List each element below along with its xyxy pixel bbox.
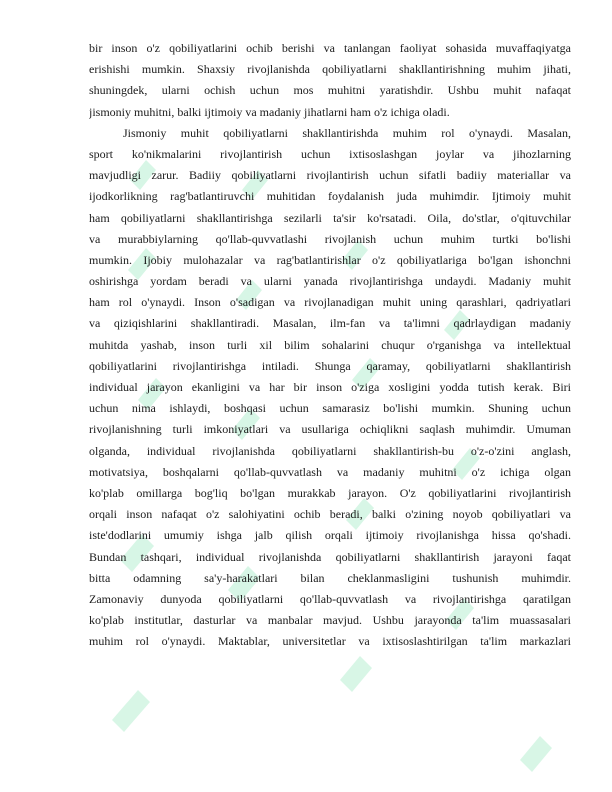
- text-line: individual jarayon ekanligini va har bir inson o'ziga xosligini yodda tutish kerak. Biri: [89, 380, 571, 394]
- text-line: ham rol o'ynaydi. Inson o'sadigan va rivojlanadigan muhit uning qarashlari, qadriyatlari: [89, 295, 571, 310]
- text-line: ham qobiliyatlarni shakllantirishga sezilarli ta'sir ko'rsatadi. Oila, do'stlar, o'qituvchilar: [89, 210, 571, 225]
- text-line: rivojlanishning turli imkoniyatlari va usullariga ochiqlikni saqlash muhimdir. Umuman: [89, 422, 571, 437]
- text-line: mavjudligi zarur. Badiiy qobiliyatlarni rivojlantirish uchun sifatli badiiy materiallar va: [89, 168, 571, 183]
- text-line: uchun nima ishlaydi, boshqasi uchun samarasiz bo'lishi mumkin. Shuning uchun: [89, 401, 571, 416]
- text-line: muhim rol o'ynaydi. Maktablar, universitetlar va ixtisoslashtirilgan ta'lim markazlari: [89, 634, 571, 649]
- text-line: ko'plab omillarga bog'liq bo'lgan murakkab jarayon. O'z qobiliyatlarini rivojlantirish: [89, 485, 571, 500]
- text-line: muhitda yashab, inson turli xil bilim sohalarini chuqur o'rganishga va intellektual: [89, 337, 571, 352]
- text-line: Bundan tashqari, individual rivojlanishda qobiliyatlarni shakllantirish jarayoni faqat: [89, 549, 571, 564]
- text-line: va murabbiylarning qo'llab-quvvatlashi rivojlanish uchun muhim turtki bo'lishi: [89, 231, 571, 246]
- text-line: Zamonaviy dunyoda qobiliyatlarni qo'llab-quvvatlash va rivojlantirishga qaratilgan: [89, 591, 571, 606]
- text-line: orqali inson nafaqat o'z salohiyatini ochib beradi, balki o'zining noyob qobiliyatlari va: [89, 507, 571, 522]
- text-line: va qiziqishlarini shakllantiradi. Masalan, ilm-fan va ta'limni qadrlaydigan madaniy: [89, 316, 571, 331]
- text-line: motivatsiya, boshqalarni qo'llab-quvvatlash va madaniy muhitni o'z ichiga olgan: [89, 464, 571, 479]
- text-line: jismoniy muhitni, balki ijtimoiy va madaniy jihatlarni ham o'z ichiga oladi.: [89, 104, 450, 119]
- text-line: erishishi mumkin. Shaxsiy rivojlanishda qobiliyatlarni shakllantirishning muhim jihati,: [89, 62, 571, 77]
- text-line: shuningdek, ularni ochish uchun mos muhitni yaratishdir. Ushbu muhit nafaqat: [89, 83, 571, 98]
- text-line: sport ko'nikmalarini rivojlantirish uchun ixtisoslashgan joylar va jihozlarning: [89, 146, 571, 161]
- text-line: ko'plab institutlar, dasturlar va manbalar mavjud. Ushbu jarayonda ta'lim muassasalari: [89, 613, 571, 628]
- text-line: oshirishga yordam beradi va ularni yanada rivojlantirishga undaydi. Madaniy muhit: [89, 274, 571, 289]
- paragraph-first-line: Jismoniy muhit qobiliyatlarni shakllantirishda muhim rol o'ynaydi. Masalan,: [123, 125, 571, 140]
- text-line: olganda, individual rivojlanishda qobiliyatlarni shakllantirish-bu o'z-o'zini anglash,: [89, 443, 571, 458]
- text-line: iste'dodlarini umumiy ishga jalb qilish orqali ijtimoiy rivojlanishga hissa qo'shadi.: [89, 528, 571, 543]
- body-text: [89, 38, 571, 652]
- text-line: bitta odamning sa'y-harakatlari bilan cheklanmasligini tushunish muhimdir.: [89, 570, 571, 585]
- text-line: qobiliyatlarini rivojlantirishga intiladi. Shunga qaramay, qobiliyatlarni shakllantirish: [89, 358, 571, 373]
- text-line: bir inson o'z qobiliyatlarini ochib berishi va tanlangan faoliyat sohasida muvaffaqiyatga: [89, 41, 571, 55]
- text-line: mumkin. Ijobiy mulohazalar va rag'batlantirishlar o'z qobiliyatlariga bo'lgan ishonchni: [89, 252, 571, 267]
- text-line: ijodkorlikning rag'batlantiruvchi muhitidan foydalanish juda muhimdir. Ijtimoiy muhit: [89, 189, 571, 204]
